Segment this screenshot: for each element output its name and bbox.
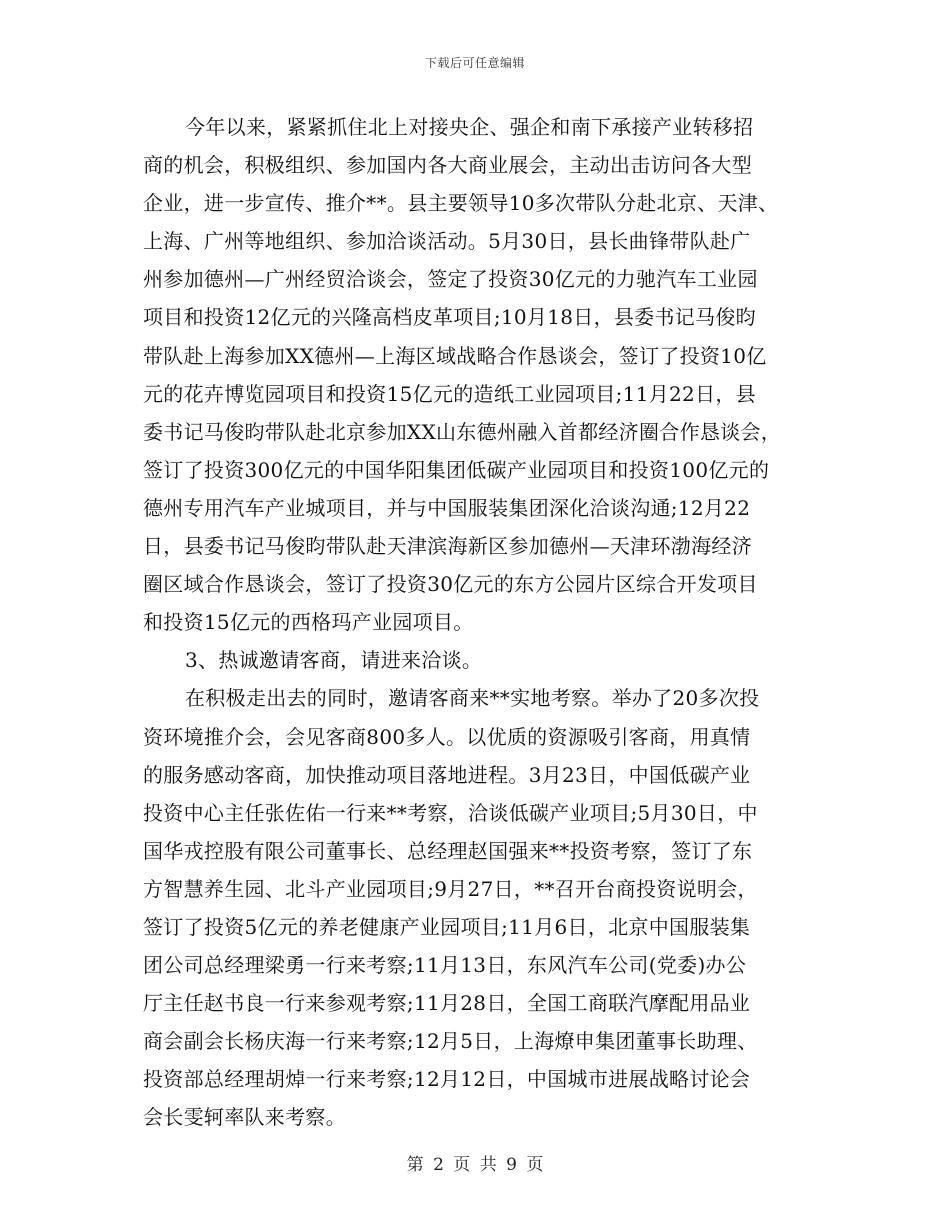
text-line: 州参加德州—广州经贸洽谈会，签定了投资30亿元的力驰汽车工业园	[143, 267, 758, 292]
text-line: 商的机会，积极组织、参加国内各大商业展会，主动出击访问各大型	[143, 153, 752, 178]
section-heading: 3、热诚邀请客商，请进来洽谈。	[185, 648, 483, 673]
text-line: 日，县委书记马俊昀带队赴天津滨海新区参加德州—天津环渤海经济	[143, 534, 752, 559]
text-line: 团公司总经理梁勇一行来考察;11月13日，东风汽车公司(党委)办公	[143, 953, 747, 978]
text-line: 圈区域合作恳谈会，签订了投资30亿元的东方公园片区综合开发项目	[143, 572, 758, 597]
text-line: 今年以来，紧紧抓住北上对接央企、强企和南下承接产业转移招	[185, 115, 754, 139]
text-line: 投资部总经理胡焯一行来考察;12月12日，中国城市进展战略讨论会	[143, 1067, 751, 1092]
text-line: 和投资15亿元的西格玛产业园项目。	[143, 610, 474, 635]
text-line: 签订了投资5亿元的养老健康产业园项目;11月6日，北京中国服装集	[143, 914, 751, 939]
text-line: 厅主任赵书良一行来参观考察;11月28日，全国工商联汽摩配用品业	[143, 991, 751, 1016]
text-line: 商会副会长杨庆海一行来考察;12月5日，上海燎申集团董事长助理、	[143, 1029, 758, 1054]
text-line: 方智慧养生园、北斗产业园项目;9月27日，**召开台商投资说明会，	[143, 876, 758, 901]
text-line: 资环境推介会，会见客商800多人。以优质的资源吸引客商，用真情	[143, 724, 751, 749]
text-line: 德州专用汽车产业城项目，并与中国服装集团深化洽谈沟通;12月22	[143, 495, 751, 520]
page-number: 第 2 页 共 9 页	[406, 1155, 544, 1175]
text-line: 签订了投资300亿元的中国华阳集团低碳产业园项目和投资100亿元的	[143, 457, 770, 482]
text-line: 项目和投资12亿元的兴隆高档皮革项目;10月18日，县委书记马俊昀	[143, 305, 756, 330]
text-line: 国华戎控股有限公司董事长、总经理赵国强来**投资考察，签订了东	[143, 838, 753, 863]
document-body	[143, 108, 813, 1137]
header-note: 下载后可任意编辑	[424, 56, 525, 70]
text-line: 投资中心主任张佐佑一行来**考察，洽谈低碳产业项目;5月30日，中	[143, 800, 758, 825]
text-line: 会长雯轲率队来考察。	[143, 1105, 346, 1130]
text-line: 的服务感动客商，加快推动项目落地进程。3月23日，中国低碳产业	[143, 762, 751, 787]
text-line: 元的花卉博览园项目和投资15亿元的造纸工业园项目;11月22日，县	[143, 381, 756, 406]
text-line: 委书记马俊昀带队赴北京参加XX山东德州融入首都经济圈合作恳谈会，	[143, 419, 782, 444]
text-line: 带队赴上海参加XX德州—上海区域战略合作恳谈会，签订了投资10亿	[143, 343, 767, 368]
text-line: 在积极走出去的同时，邀请客商来**实地考察。举办了20多次投	[185, 686, 760, 711]
text-line: 企业，进一步宣传、推介**。县主要领导10多次带队分赴北京、天津、	[143, 191, 779, 216]
text-line: 上海、广州等地组织、参加洽谈活动。5月30日，县长曲锋带队赴广	[143, 229, 751, 254]
